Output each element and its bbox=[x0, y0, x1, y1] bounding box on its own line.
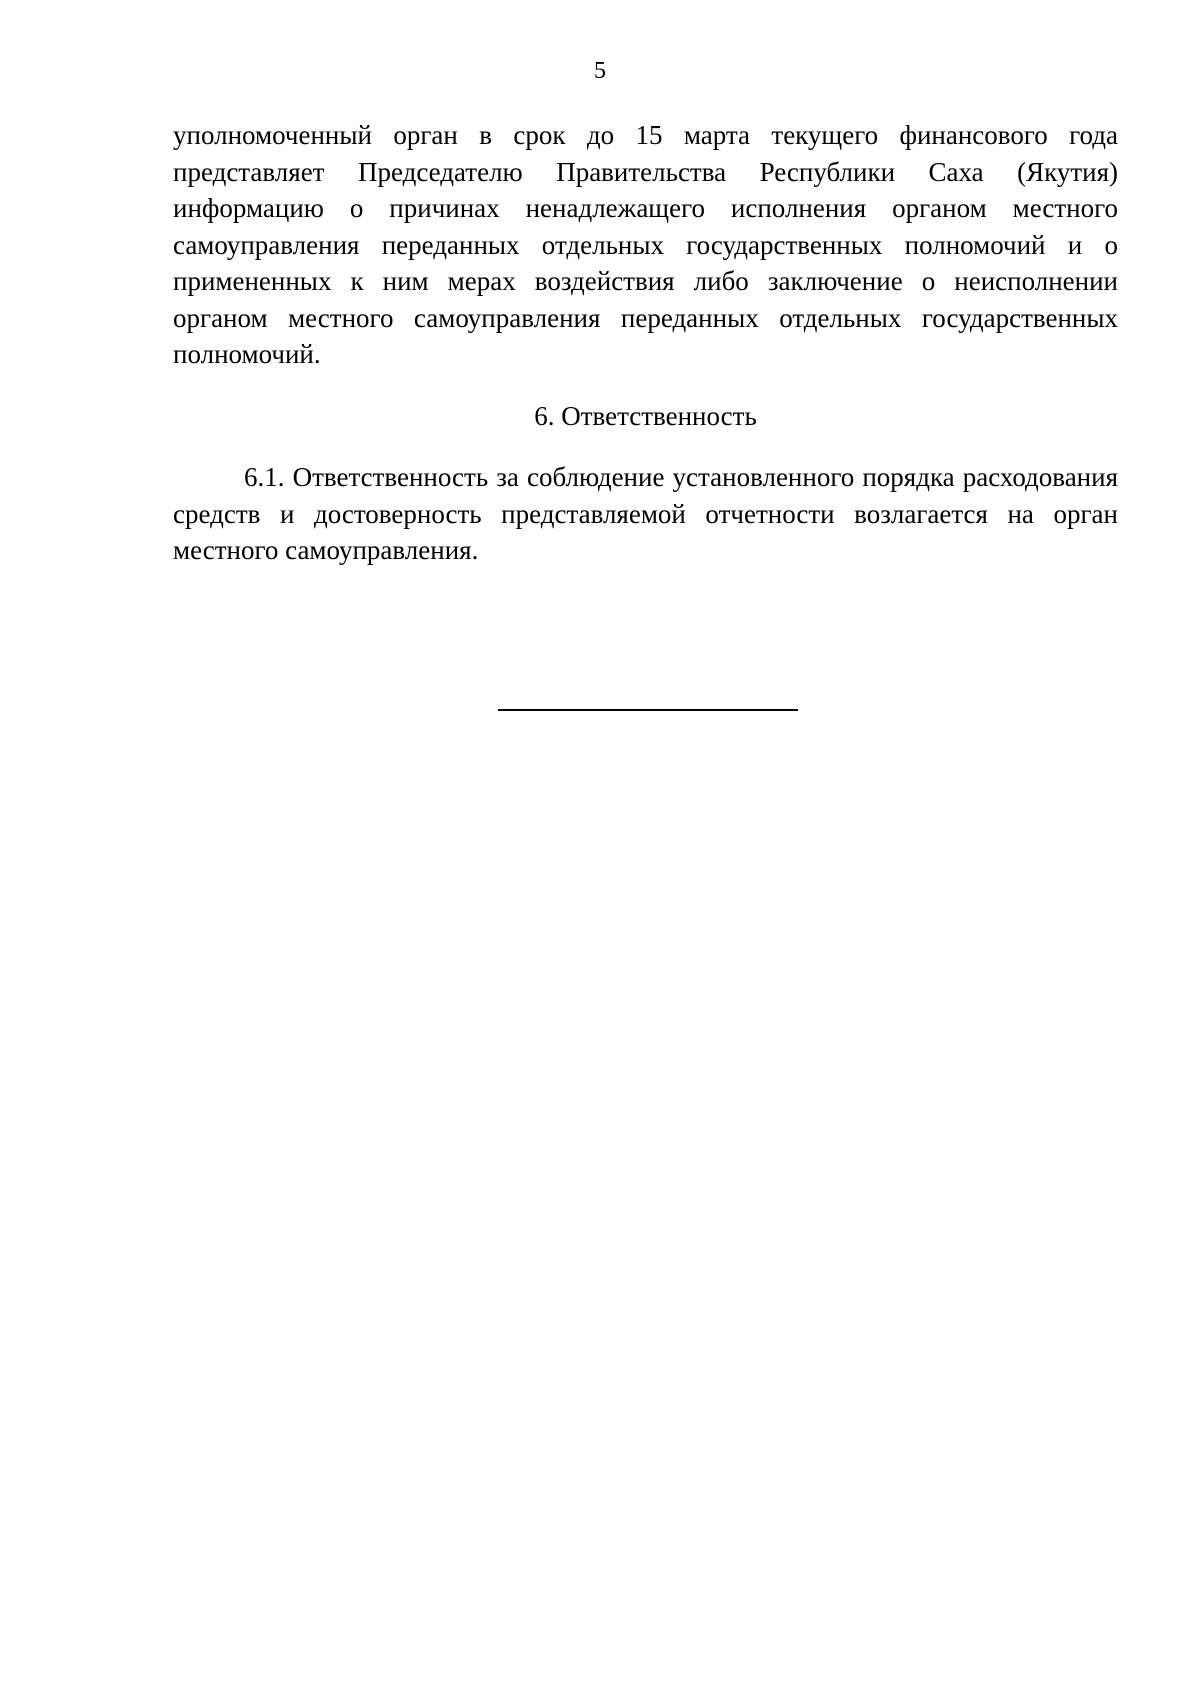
document-body bbox=[173, 117, 1118, 569]
section-heading: 6. Ответственность bbox=[534, 400, 757, 431]
paragraph-continuation: уполномоченный орган в срок до 15 марта текущего финансового года представляет Председателю Правительства Республики Саха (Якутия) информацию о причинах ненадлежащего исполнения органом местного самоуправления переданных отдельных государственных полномочий и о примененных к ним мерах воздействия либо заключение о неисполнении органом местного самоуправления переданных отдельных государственных полномочий. bbox=[173, 120, 1118, 369]
paragraph-responsibility: 6.1. Ответственность за соблюдение установленного порядка расходования средств и достоверность представляемой отчетности возлагается на орган местного самоуправления. bbox=[173, 462, 1118, 565]
closing-divider bbox=[498, 709, 798, 711]
page-number: 5 bbox=[594, 58, 606, 84]
